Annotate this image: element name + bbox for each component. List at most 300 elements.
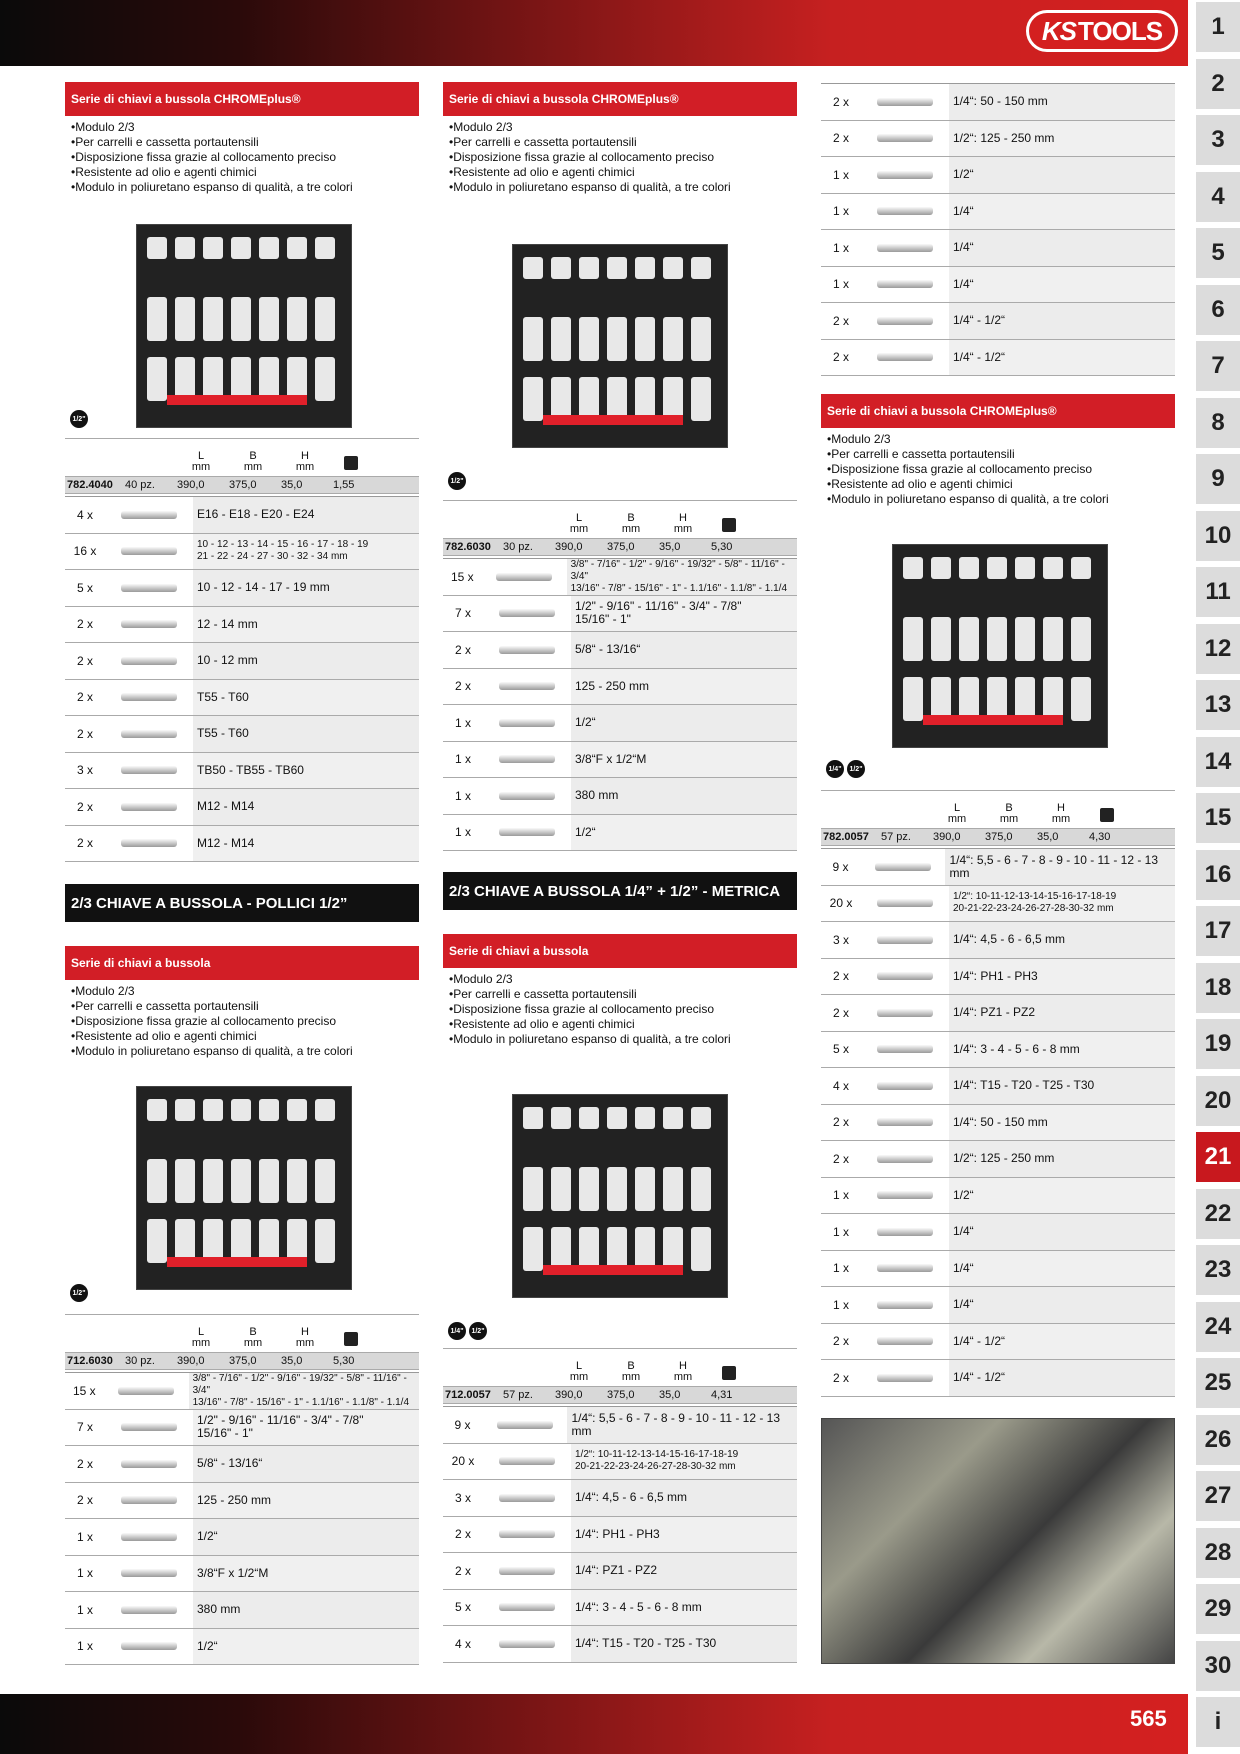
column-1 [65, 82, 419, 195]
section-title: Serie di chiavi a bussola [443, 934, 797, 968]
tool-image [861, 1360, 949, 1396]
item-description: 1/4“: PH1 - PH3 [953, 968, 1038, 983]
item-description: 3/8" - 7/16" - 1/2" - 9/16" - 19/32" - 5/8" - 11/16" - 3/4" 13/16" - 7/8" - 15/16" - 1" - 1.1/16" - 1.1/8" - 1.1/4 [192, 1372, 410, 1408]
column-2 [443, 82, 797, 195]
list-item [65, 1410, 419, 1447]
drive-size-badge: 1/2" [448, 472, 466, 490]
chapter-tab-19[interactable]: 19 [1196, 1019, 1240, 1069]
list-item [821, 1324, 1175, 1361]
item-description: 1/4“: T15 - T20 - T25 - T30 [953, 1078, 1095, 1093]
item-quantity: 2 x [443, 669, 483, 705]
list-item [65, 1373, 419, 1410]
list-item [821, 303, 1175, 340]
item-description: 1/4“: 3 - 4 - 5 - 6 - 8 mm [953, 1041, 1080, 1056]
tool-image [861, 230, 949, 266]
product-photo-tray [892, 544, 1108, 748]
tool-image [861, 1032, 949, 1068]
feature-item: • Per carrelli e cassetta portautensili [449, 135, 797, 150]
list-item [65, 826, 419, 863]
list-item [443, 1626, 797, 1663]
tool-image [860, 849, 946, 885]
chapter-tab-18[interactable]: 18 [1196, 963, 1240, 1013]
column-3 [821, 394, 1175, 507]
list-item [65, 1519, 419, 1556]
spec-row: 712.0057 57 pz. 390,0 375,0 35,0 4,31 [443, 1386, 797, 1404]
feature-list [821, 432, 1175, 507]
tool-image [861, 1324, 949, 1360]
list-item [443, 1590, 797, 1627]
item-list [65, 1372, 419, 1665]
chapter-tab-13[interactable]: 13 [1196, 680, 1240, 730]
item-description: 1/4“: 5,5 - 6 - 7 - 8 - 9 - 10 - 11 - 12 - 13 mm [949, 852, 1159, 880]
item-description: 10 - 12 mm [197, 653, 258, 668]
chapter-tab-17[interactable]: 17 [1196, 906, 1240, 956]
section-title: Serie di chiavi a bussola CHROMEplus® [443, 82, 797, 116]
item-description: 10 - 12 - 13 - 14 - 15 - 16 - 17 - 18 - 19 21 - 22 - 24 - 27 - 30 - 32 - 34 mm [197, 539, 369, 563]
tool-image [105, 1556, 193, 1592]
chapter-tab-16[interactable]: 16 [1196, 850, 1240, 900]
chapter-tab-10[interactable]: 10 [1196, 511, 1240, 561]
list-item [65, 753, 419, 790]
chapter-tab-9[interactable]: 9 [1196, 454, 1240, 504]
item-description: 380 mm [575, 788, 619, 803]
item-quantity: 2 x [65, 826, 105, 862]
spec-header: L mm B mm H mm [821, 790, 1175, 828]
item-quantity: 16 x [65, 534, 105, 570]
item-description: 1/4“ - 1/2“ [953, 349, 1006, 364]
chapter-tab-28[interactable]: 28 [1196, 1528, 1240, 1578]
item-description: 1/4“: PZ1 - PZ2 [575, 1563, 658, 1578]
item-list [65, 496, 419, 862]
item-description: 3/8“F x 1/2“M [197, 1565, 269, 1580]
tool-image [861, 84, 949, 120]
tool-image [861, 1178, 949, 1214]
item-description: 1/4“: 50 - 150 mm [953, 94, 1048, 109]
chapter-tab-29[interactable]: 29 [1196, 1584, 1240, 1634]
item-quantity: 5 x [65, 570, 105, 606]
item-list [443, 1406, 797, 1663]
list-item [443, 596, 797, 633]
chapter-tab-i[interactable]: i [1196, 1697, 1240, 1747]
tool-image [105, 643, 193, 679]
list-item [821, 157, 1175, 194]
item-description: T55 - T60 [197, 689, 249, 704]
item-description: 1/2“ [575, 715, 596, 730]
item-quantity: 1 x [821, 230, 861, 266]
tool-image [105, 1519, 193, 1555]
list-item [821, 121, 1175, 158]
item-quantity: 2 x [65, 643, 105, 679]
weight-icon [722, 518, 736, 532]
item-quantity: 1 x [65, 1629, 105, 1665]
feature-item: • Resistente ad olio e agenti chimici [71, 1029, 419, 1044]
list-item [65, 534, 419, 571]
feature-item: • Resistente ad olio e agenti chimici [449, 165, 797, 180]
drive-size-badge: 1/2" [70, 1284, 88, 1302]
item-description: 1/4“: 3 - 4 - 5 - 6 - 8 mm [575, 1599, 702, 1614]
item-description: 1/2“ [197, 1529, 218, 1544]
tool-image [483, 742, 571, 778]
item-quantity: 4 x [65, 497, 105, 533]
item-description: 380 mm [197, 1602, 241, 1617]
list-item [821, 1214, 1175, 1251]
item-description: 1/2“ [575, 824, 596, 839]
section-title: Serie di chiavi a bussola CHROMEplus® [821, 394, 1175, 428]
item-quantity: 2 x [65, 607, 105, 643]
feature-item: • Per carrelli e cassetta portautensili [827, 447, 1175, 462]
feature-item: • Disposizione fissa grazie al collocamento preciso [71, 150, 419, 165]
item-description: 1/4“ - 1/2“ [953, 1370, 1006, 1385]
spec-row: 712.6030 30 pz. 390,0 375,0 35,0 5,30 [65, 1352, 419, 1370]
tool-image [483, 632, 571, 668]
tool-image [483, 815, 571, 851]
item-description: 3/8" - 7/16" - 1/2" - 9/16" - 19/32" - 5/8" - 11/16" - 3/4" 13/16" - 7/8" - 15/16" - 1" - 1.1/16" - 1.1/8" - 1.1/4 [570, 558, 788, 594]
chapter-tab-27[interactable]: 27 [1196, 1471, 1240, 1521]
item-quantity: 3 x [821, 922, 861, 958]
chapter-tab-8[interactable]: 8 [1196, 398, 1240, 448]
item-quantity: 1 x [443, 742, 483, 778]
drive-badges [448, 472, 466, 490]
list-item [821, 194, 1175, 231]
item-quantity: 1 x [443, 705, 483, 741]
tool-image [483, 1590, 571, 1626]
chapter-tab-12[interactable]: 12 [1196, 624, 1240, 674]
spec-table [65, 438, 419, 494]
item-description: 1/4“: T15 - T20 - T25 - T30 [575, 1636, 717, 1651]
feature-item: • Resistente ad olio e agenti chimici [71, 165, 419, 180]
tool-image [861, 886, 949, 922]
item-description: E16 - E18 - E20 - E24 [197, 507, 315, 522]
section-heading: 2/3 CHIAVE A BUSSOLA 1/4” + 1/2” - METRICA [443, 872, 797, 910]
tool-image [861, 1068, 949, 1104]
feature-item: • Modulo in poliuretano espanso di qualità, a tre colori [71, 1044, 419, 1059]
item-description: 1/2“ [197, 1638, 218, 1653]
spec-header: L mm B mm H mm [65, 438, 419, 476]
product-photo-tray [136, 1086, 352, 1290]
chapter-tab-15[interactable]: 15 [1196, 793, 1240, 843]
list-item [65, 607, 419, 644]
feature-list [65, 120, 419, 195]
item-quantity: 1 x [821, 157, 861, 193]
chapter-tab-21[interactable]: 21 [1196, 1132, 1240, 1182]
item-quantity: 15 x [65, 1373, 104, 1409]
list-item [821, 84, 1175, 121]
feature-item: • Resistente ad olio e agenti chimici [449, 1017, 797, 1032]
list-item [443, 632, 797, 669]
chapter-tab-22[interactable]: 22 [1196, 1189, 1240, 1239]
tool-image [861, 157, 949, 193]
chapter-tab-26[interactable]: 26 [1196, 1415, 1240, 1465]
tool-image [483, 669, 571, 705]
item-description: 1/4“: PZ1 - PZ2 [953, 1005, 1036, 1020]
item-description: 125 - 250 mm [197, 1492, 272, 1507]
tool-image [105, 534, 193, 570]
item-quantity: 5 x [443, 1590, 483, 1626]
item-description: 1/4“ [953, 1297, 974, 1312]
tool-image [482, 559, 567, 595]
spec-row: 782.6030 30 pz. 390,0 375,0 35,0 5,30 [443, 538, 797, 556]
list-item [821, 1141, 1175, 1178]
list-item [821, 995, 1175, 1032]
list-item [443, 705, 797, 742]
tool-image [105, 497, 193, 533]
list-item [821, 922, 1175, 959]
spec-header: L mm B mm H mm [65, 1314, 419, 1352]
list-item [443, 1480, 797, 1517]
item-list [443, 558, 797, 851]
tool-image [105, 1446, 193, 1482]
tool-image [861, 1251, 949, 1287]
feature-list [443, 972, 797, 1047]
list-item [65, 497, 419, 534]
list-item [821, 267, 1175, 304]
chapter-tab-2[interactable]: 2 [1196, 59, 1240, 109]
feature-list [65, 984, 419, 1059]
list-item [821, 1068, 1175, 1105]
tool-image [483, 1444, 571, 1480]
tool-image [104, 1373, 189, 1409]
chapter-tab-14[interactable]: 14 [1196, 737, 1240, 787]
item-description: 1/4“: 4,5 - 6 - 6,5 mm [953, 932, 1066, 947]
drive-badges [448, 1322, 487, 1340]
list-item [821, 1360, 1175, 1397]
tool-image [105, 570, 193, 606]
item-description: 1/4“ - 1/2“ [953, 313, 1006, 328]
item-quantity: 2 x [65, 680, 105, 716]
section-title: Serie di chiavi a bussola [65, 946, 419, 980]
drive-size-badge: 1/2" [70, 410, 88, 428]
tool-image [105, 1410, 193, 1446]
drive-size-badge: 1/4" [826, 760, 844, 778]
column-1-section-2 [65, 884, 419, 1059]
item-quantity: 2 x [65, 1483, 105, 1519]
tool-image [861, 995, 949, 1031]
list-item [443, 1444, 797, 1481]
item-description: M12 - M14 [197, 799, 255, 814]
list-item [443, 669, 797, 706]
tool-image [483, 1517, 571, 1553]
item-quantity: 2 x [821, 340, 861, 376]
tool-image [105, 607, 193, 643]
item-description: T55 - T60 [197, 726, 249, 741]
item-description: 1/4“ [953, 1260, 974, 1275]
tool-image [861, 267, 949, 303]
item-quantity: 1 x [65, 1592, 105, 1628]
spec-table [443, 1348, 797, 1404]
item-description: 5/8“ - 13/16“ [197, 1456, 263, 1471]
item-description: M12 - M14 [197, 835, 255, 850]
item-quantity: 2 x [65, 716, 105, 752]
chapter-tab-30[interactable]: 30 [1196, 1641, 1240, 1691]
item-quantity: 2 x [821, 1324, 861, 1360]
item-description: 1/2“: 125 - 250 mm [953, 130, 1055, 145]
item-quantity: 1 x [65, 1519, 105, 1555]
feature-item: • Modulo 2/3 [449, 120, 797, 135]
item-quantity: 3 x [65, 753, 105, 789]
item-description: 125 - 250 mm [575, 678, 650, 693]
item-description: 5/8“ - 13/16“ [575, 642, 641, 657]
list-item [821, 886, 1175, 923]
list-item [821, 1287, 1175, 1324]
weight-icon [344, 1332, 358, 1346]
item-description: 1/2“: 10-11-12-13-14-15-16-17-18-19 20-21-22-23-24-26-27-28-30-32 mm [953, 891, 1117, 915]
item-quantity: 2 x [65, 1446, 105, 1482]
item-description: 1/4“ [953, 276, 974, 291]
feature-item: • Resistente ad olio e agenti chimici [827, 477, 1175, 492]
chapter-tab-6[interactable]: 6 [1196, 285, 1240, 335]
bottom-banner [0, 1694, 1188, 1754]
chapter-tab-3[interactable]: 3 [1196, 115, 1240, 165]
list-item [65, 1592, 419, 1629]
tool-image [861, 1105, 949, 1141]
tool-image [105, 1629, 193, 1665]
list-item [443, 815, 797, 852]
ks-tools-logo: KS TOOLS [1026, 10, 1178, 52]
feature-item: • Modulo 2/3 [71, 984, 419, 999]
item-quantity: 1 x [821, 194, 861, 230]
list-item [443, 1407, 797, 1444]
item-quantity: 1 x [821, 267, 861, 303]
feature-item: • Per carrelli e cassetta portautensili [71, 135, 419, 150]
list-item [443, 778, 797, 815]
drive-badges [70, 1284, 88, 1302]
tool-image [483, 1553, 571, 1589]
item-quantity: 1 x [821, 1178, 861, 1214]
item-description: 1/4“: PH1 - PH3 [575, 1526, 660, 1541]
tool-image [483, 596, 571, 632]
list-item [65, 1556, 419, 1593]
list-item [65, 1629, 419, 1666]
item-quantity: 2 x [821, 995, 861, 1031]
weight-icon [722, 1366, 736, 1380]
item-description: 3/8“F x 1/2“M [575, 751, 647, 766]
feature-item: • Modulo in poliuretano espanso di qualità, a tre colori [449, 1032, 797, 1047]
feature-item: • Modulo in poliuretano espanso di qualità, a tre colori [449, 180, 797, 195]
section-heading: 2/3 CHIAVE A BUSSOLA - POLLICI 1/2” [65, 884, 419, 922]
item-quantity: 1 x [821, 1251, 861, 1287]
item-description: 12 - 14 mm [197, 616, 258, 631]
item-description: 1/2" - 9/16" - 11/16" - 3/4" - 7/8" 15/16" - 1" [197, 1413, 364, 1441]
item-description: 10 - 12 - 14 - 17 - 19 mm [197, 580, 330, 595]
list-item [65, 680, 419, 717]
feature-item: • Disposizione fissa grazie al collocamento preciso [827, 462, 1175, 477]
list-item [65, 789, 419, 826]
list-item [821, 1105, 1175, 1142]
list-item [821, 849, 1175, 886]
item-quantity: 2 x [821, 121, 861, 157]
feature-item: • Modulo 2/3 [827, 432, 1175, 447]
item-quantity: 7 x [65, 1410, 105, 1446]
tool-image [861, 121, 949, 157]
item-description: TB50 - TB55 - TB60 [197, 762, 304, 777]
item-list [821, 83, 1175, 376]
item-description: 1/2“: 10-11-12-13-14-15-16-17-18-19 20-21-22-23-24-26-27-28-30-32 mm [575, 1449, 739, 1473]
item-description: 1/4“ [953, 1224, 974, 1239]
item-quantity: 3 x [443, 1480, 483, 1516]
spec-table [443, 500, 797, 556]
tool-image [483, 778, 571, 814]
chapter-tab-7[interactable]: 7 [1196, 341, 1240, 391]
chapter-tab-23[interactable]: 23 [1196, 1245, 1240, 1295]
tool-image [861, 922, 949, 958]
top-banner [0, 0, 1188, 66]
list-item [821, 230, 1175, 267]
tool-image [483, 1480, 571, 1516]
tool-image [105, 753, 193, 789]
drive-badges [826, 760, 865, 778]
list-item [821, 959, 1175, 996]
chapter-tab-24[interactable]: 24 [1196, 1302, 1240, 1352]
spec-row: 782.4040 40 pz. 390,0 375,0 35,0 1,55 [65, 476, 419, 494]
weight-icon [344, 456, 358, 470]
item-quantity: 2 x [65, 789, 105, 825]
item-quantity: 2 x [821, 303, 861, 339]
feature-item: • Modulo 2/3 [449, 972, 797, 987]
feature-item: • Per carrelli e cassetta portautensili [449, 987, 797, 1002]
item-quantity: 2 x [443, 632, 483, 668]
item-quantity: 20 x [443, 1444, 483, 1480]
item-quantity: 9 x [821, 849, 860, 885]
list-item [65, 570, 419, 607]
chapter-tab-25[interactable]: 25 [1196, 1358, 1240, 1408]
column-2-section-2 [443, 872, 797, 1047]
spec-table [821, 790, 1175, 846]
list-item [65, 643, 419, 680]
spec-header: L mm B mm H mm [443, 1348, 797, 1386]
tool-image [105, 680, 193, 716]
item-quantity: 9 x [443, 1407, 482, 1443]
item-description: 1/4“: 5,5 - 6 - 7 - 8 - 9 - 10 - 11 - 12 - 13 mm [571, 1410, 781, 1438]
chapter-tab-11[interactable]: 11 [1196, 567, 1240, 617]
tool-image [482, 1407, 568, 1443]
drive-size-badge: 1/4" [448, 1322, 466, 1340]
item-description: 1/4“: 4,5 - 6 - 6,5 mm [575, 1490, 688, 1505]
tool-image [483, 705, 571, 741]
tool-image [483, 1626, 571, 1662]
item-description: 1/4“ [953, 240, 974, 255]
weight-icon [1100, 808, 1114, 822]
product-photo-tray [512, 1094, 728, 1298]
chapter-tab-1[interactable]: 1 [1196, 2, 1240, 52]
item-description: 1/4“: 50 - 150 mm [953, 1114, 1048, 1129]
chapter-tab-20[interactable]: 20 [1196, 1076, 1240, 1126]
chapter-tab-5[interactable]: 5 [1196, 228, 1240, 278]
list-item [65, 1483, 419, 1520]
chapter-tab-4[interactable]: 4 [1196, 172, 1240, 222]
item-description: 1/2“ [953, 1187, 974, 1202]
item-quantity: 1 x [443, 778, 483, 814]
list-item [443, 559, 797, 596]
item-quantity: 2 x [821, 1105, 861, 1141]
item-description: 1/4“ [953, 203, 974, 218]
tool-image [105, 826, 193, 862]
section-title: Serie di chiavi a bussola CHROMEplus® [65, 82, 419, 116]
spec-row: 782.0057 57 pz. 390,0 375,0 35,0 4,30 [821, 828, 1175, 846]
item-quantity: 4 x [821, 1068, 861, 1104]
list-item [821, 1251, 1175, 1288]
list-item [443, 742, 797, 779]
item-quantity: 2 x [443, 1553, 483, 1589]
tool-image [105, 1483, 193, 1519]
feature-item: • Modulo 2/3 [71, 120, 419, 135]
list-item [821, 1032, 1175, 1069]
feature-item: • Modulo in poliuretano espanso di qualità, a tre colori [827, 492, 1175, 507]
item-quantity: 2 x [821, 959, 861, 995]
drive-size-badge: 1/2" [469, 1322, 487, 1340]
feature-item: • Per carrelli e cassetta portautensili [71, 999, 419, 1014]
item-quantity: 1 x [443, 815, 483, 851]
feature-item: • Disposizione fissa grazie al collocamento preciso [71, 1014, 419, 1029]
